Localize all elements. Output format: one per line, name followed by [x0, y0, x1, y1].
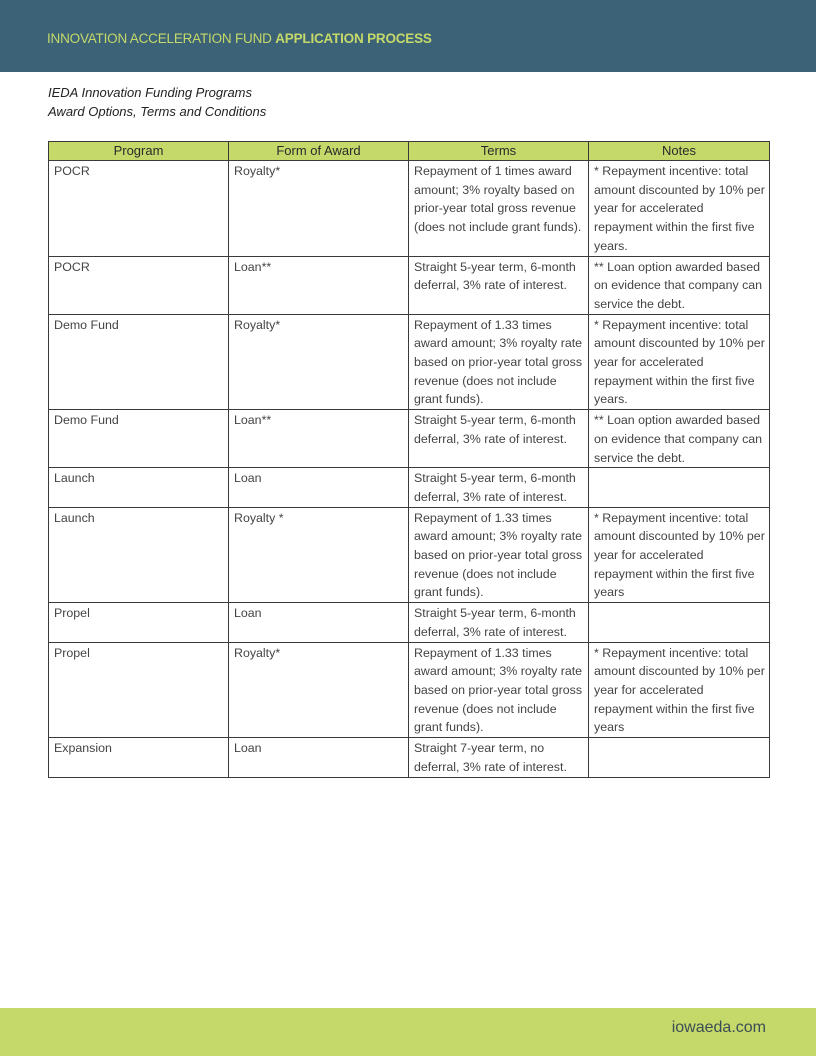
header-title [47, 31, 432, 46]
cell-terms: Straight 7-year term, no deferral, 3% rate of interest. [409, 738, 589, 777]
table-row [49, 507, 770, 603]
cell-notes [589, 468, 770, 507]
cell-notes: * Repayment incentive: total amount discounted by 10% per year for accelerated repayment within the first five years. [589, 161, 770, 257]
cell-form-of-award: Royalty * [229, 507, 409, 603]
cell-notes: * Repayment incentive: total amount discounted by 10% per year for accelerated repayment within the first five years. [589, 314, 770, 410]
table-row [49, 642, 770, 738]
table-row [49, 161, 770, 257]
cell-form-of-award: Royalty* [229, 314, 409, 410]
cell-notes: * Repayment incentive: total amount discounted by 10% per year for accelerated repayment within the first five years [589, 642, 770, 738]
cell-form-of-award: Royalty* [229, 161, 409, 257]
cell-form-of-award: Loan** [229, 410, 409, 468]
cell-form-of-award: Royalty* [229, 642, 409, 738]
column-header-terms: Terms [409, 142, 589, 161]
cell-notes [589, 738, 770, 777]
cell-form-of-award: Loan [229, 603, 409, 642]
table-row [49, 738, 770, 777]
cell-form-of-award: Loan** [229, 256, 409, 314]
cell-program: Expansion [49, 738, 229, 777]
table-row [49, 314, 770, 410]
column-header-program: Program [49, 142, 229, 161]
table-row [49, 468, 770, 507]
header-title-bold: APPLICATION PROCESS [275, 31, 432, 46]
table-row [49, 256, 770, 314]
cell-notes [589, 603, 770, 642]
cell-form-of-award: Loan [229, 738, 409, 777]
header-title-normal: INNOVATION ACCELERATION FUND [47, 31, 276, 46]
cell-notes: ** Loan option awarded based on evidence that company can service the debt. [589, 256, 770, 314]
cell-terms: Straight 5-year term, 6-month deferral, 3% rate of interest. [409, 468, 589, 507]
subtitle-award-options: Award Options, Terms and Conditions [48, 104, 267, 119]
cell-notes: * Repayment incentive: total amount discounted by 10% per year for accelerated repayment within the first five years [589, 507, 770, 603]
cell-terms: Repayment of 1.33 times award amount; 3% royalty rate based on prior-year total gross revenue (does not include grant funds). [409, 642, 589, 738]
footer-website-link[interactable]: iowaeda.com [671, 1019, 766, 1036]
cell-terms: Repayment of 1 times award amount; 3% royalty based on prior-year total gross revenue (does not include grant funds). [409, 161, 589, 257]
cell-notes: ** Loan option awarded based on evidence that company can service the debt. [589, 410, 770, 468]
cell-program: Propel [49, 642, 229, 738]
column-header-notes: Notes [589, 142, 770, 161]
subtitles [48, 83, 266, 121]
table-row [49, 410, 770, 468]
cell-program: POCR [49, 161, 229, 257]
cell-terms: Repayment of 1.33 times award amount; 3% royalty rate based on prior-year total gross revenue (does not include grant funds). [409, 314, 589, 410]
cell-program: Demo Fund [49, 314, 229, 410]
cell-form-of-award: Loan [229, 468, 409, 507]
cell-program: Launch [49, 468, 229, 507]
subtitle-programs: IEDA Innovation Funding Programs [48, 85, 253, 100]
column-header-form-of-award: Form of Award [229, 142, 409, 161]
table-row [49, 603, 770, 642]
cell-terms: Straight 5-year term, 6-month deferral, 3% rate of interest. [409, 603, 589, 642]
cell-program: Launch [49, 507, 229, 603]
cell-terms: Repayment of 1.33 times award amount; 3% royalty rate based on prior-year total gross revenue (does not include grant funds). [409, 507, 589, 603]
award-options-table [48, 141, 770, 778]
cell-terms: Straight 5-year term, 6-month deferral, 3% rate of interest. [409, 256, 589, 314]
cell-program: POCR [49, 256, 229, 314]
cell-program: Demo Fund [49, 410, 229, 468]
cell-program: Propel [49, 603, 229, 642]
cell-terms: Straight 5-year term, 6-month deferral, 3% rate of interest. [409, 410, 589, 468]
table-header-row [49, 142, 770, 161]
